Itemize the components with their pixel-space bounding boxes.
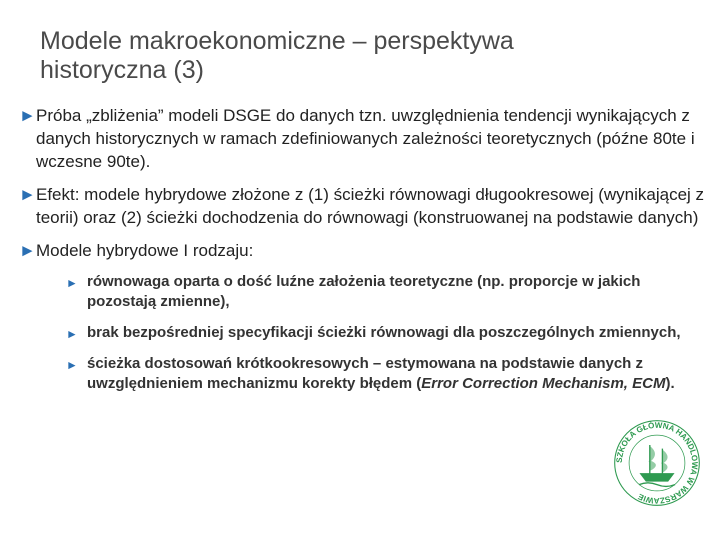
ecm-term: Error Correction Mechanism, ECM [421,375,666,392]
sub-bullet-item [66,323,712,343]
bullet-marker-icon: ► [66,327,78,341]
bullet-text: Efekt: modele hybrydowe złożone z (1) ścieżki równowagi długookresowej (wynikającej z teorii) oraz (2) ścieżki dochodzenia do równowagi (konstruowanej na podstawie danych) [36,185,705,227]
sub-bullet-text: ścieżka dostosowań krótkookresowych – estymowana na podstawie danych z uwzględnieniem mechanizmu korekty błędem ( [87,355,644,392]
bullet-marker-icon: ► [66,358,78,372]
logo-inner-ring [629,435,685,491]
bullet-marker-icon: ► [66,276,78,290]
bullet-item [19,183,709,229]
sub-bullet-list [66,272,709,394]
bullet-list [19,104,709,405]
sub-bullet-item [66,272,712,312]
bullet-item [19,239,709,262]
bullet-item [19,104,709,173]
bullet-marker-icon: ► [19,106,36,125]
ship-icon [639,445,675,486]
title-line-2: historyczna (3) [40,56,204,84]
bullet-marker-icon: ► [19,185,36,204]
bullet-text: Próba „zbliżenia” modeli DSGE do danych tzn. uwzględnienia tendencji wynikających z danych historycznych w ramach zdefiniowanych zależności teoretycznych (późne 80te i wczesne 90te). [36,106,695,171]
sgh-logo [612,418,702,508]
slide-title [40,27,680,85]
sub-bullet-text: równowaga oparta o dość luźne założenia teoretyczne (np. proporcje w jakich pozostają zmienne), [87,273,641,310]
sub-bullet-text-end: ). [665,375,675,392]
logo-ring-textpath: SZKOŁA GŁÓWNA HANDLOWA W WARSZAWIE [614,420,700,506]
sub-bullet-item [66,354,712,394]
sub-bullet-text: brak bezpośredniej specyfikacji ścieżki równowagi dla poszczególnych zmiennych, [87,324,681,341]
bullet-text: Modele hybrydowe I rodzaju: [36,241,254,260]
title-line-1: Modele makroekonomiczne – perspektywa [40,27,514,55]
bullet-marker-icon: ► [19,241,36,260]
